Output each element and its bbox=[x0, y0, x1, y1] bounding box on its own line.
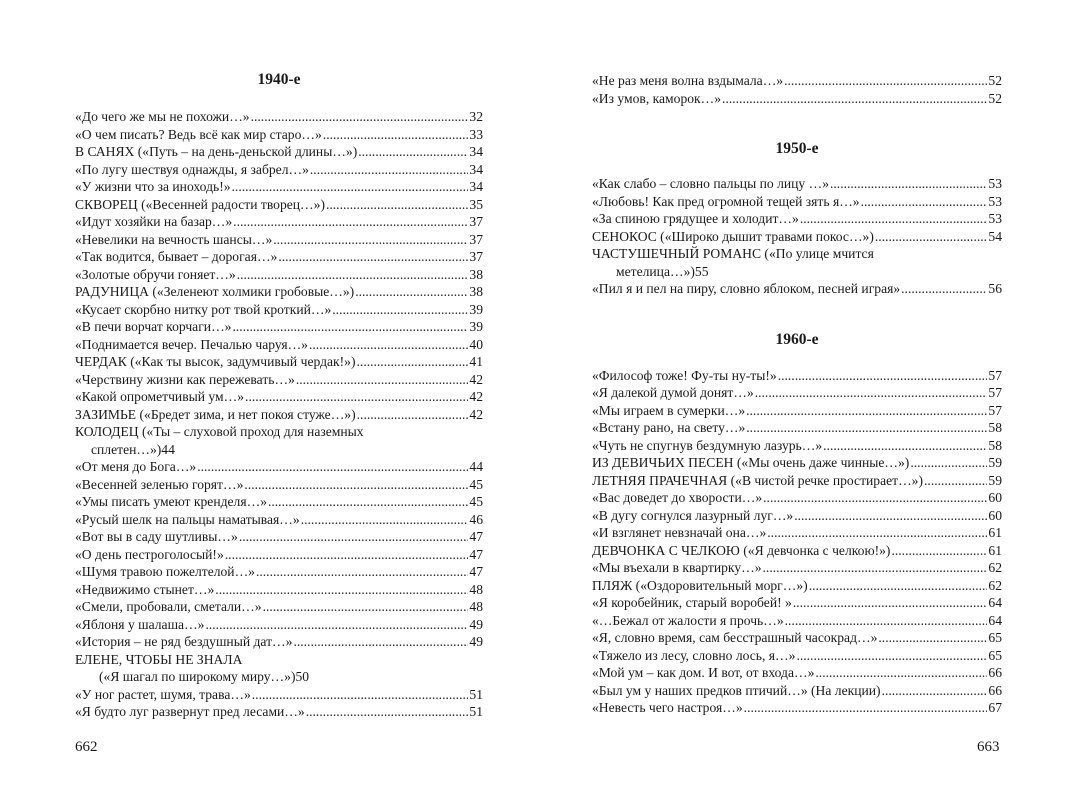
toc-entry bbox=[75, 213, 483, 231]
dot-leader bbox=[358, 143, 468, 161]
toc-entry-page: 33 bbox=[469, 126, 483, 142]
toc-entry-title: В САНЯХ («Путь – на день-деньской длины…») bbox=[75, 144, 358, 159]
toc-entry-page: 59 bbox=[988, 472, 1002, 488]
dot-leader bbox=[861, 193, 988, 211]
toc-entry-page: 64 bbox=[988, 595, 1002, 610]
toc-entry-title: «По лугу шествуя однажды, я забрел…» bbox=[75, 161, 309, 177]
toc-entry bbox=[75, 196, 483, 214]
toc-entry bbox=[592, 629, 1002, 647]
toc-entry-title: «Шумя травою пожелтелой…» bbox=[75, 564, 255, 579]
toc-entry-page: 66 bbox=[988, 682, 1002, 698]
toc-entry-title: «Мой ум – как дом. И вот, от входа…» bbox=[592, 665, 815, 680]
dot-leader bbox=[306, 703, 469, 721]
toc-list-1950s-b bbox=[592, 280, 1002, 298]
toc-entry bbox=[592, 72, 1002, 90]
dot-leader bbox=[293, 633, 468, 651]
dot-leader bbox=[800, 210, 988, 228]
toc-entry-title: «Русый шелк на пальцы наматывая…» bbox=[75, 511, 300, 527]
toc-entry bbox=[592, 402, 1002, 420]
dot-leader bbox=[310, 161, 469, 179]
toc-entry-page: 61 bbox=[988, 542, 1002, 558]
toc-entry-title: ДЕВЧОНКА С ЧЕЛКОЮ («Я девчонка с челкою!») bbox=[592, 542, 891, 558]
toc-entry-title: «Весенней зеленью горят…» bbox=[75, 476, 244, 492]
toc-entry bbox=[75, 283, 483, 301]
toc-entry-title: «Так водится, бывает – дорогая…» bbox=[75, 249, 278, 264]
toc-entry-kolodets bbox=[75, 423, 483, 458]
toc-entry-page: 52 bbox=[988, 73, 1002, 88]
toc-list-1960s bbox=[592, 367, 1002, 717]
toc-entry-title: сплетен…») bbox=[91, 441, 162, 457]
dot-leader bbox=[237, 266, 469, 284]
dot-leader bbox=[232, 318, 468, 336]
dot-leader bbox=[809, 577, 988, 595]
toc-entry bbox=[75, 388, 483, 406]
toc-entry-page: 47 bbox=[469, 546, 483, 562]
toc-entry bbox=[592, 175, 1002, 193]
toc-entry bbox=[75, 178, 483, 196]
toc-entry-page: 48 bbox=[469, 581, 483, 597]
toc-entry-title: РАДУНИЦА («Зеленеют холмики гробовые…») bbox=[75, 284, 355, 299]
toc-entry-page: 59 bbox=[988, 455, 1002, 470]
toc-entry-page: 62 bbox=[988, 560, 1002, 575]
toc-list-1940s-continued bbox=[592, 72, 1002, 107]
dot-leader bbox=[794, 507, 987, 525]
toc-entry-page: 34 bbox=[469, 144, 483, 159]
dot-leader bbox=[268, 493, 468, 511]
page-number-left: 662 bbox=[75, 739, 98, 755]
dot-leader bbox=[767, 524, 987, 542]
toc-entry-title: «У ног растет, шумя, трава…» bbox=[75, 686, 251, 702]
toc-entry bbox=[592, 682, 1002, 700]
dot-leader bbox=[225, 546, 469, 564]
toc-entry bbox=[75, 598, 483, 616]
toc-entry-title: «Не раз меня волна вздымала…» bbox=[592, 73, 784, 88]
toc-entry-page: 61 bbox=[988, 525, 1002, 540]
toc-entry-title: «Невелики на вечность шансы…» bbox=[75, 231, 273, 247]
toc-entry-title: «Я будто луг развернут пред лесами…» bbox=[75, 704, 305, 719]
toc-entry-line bbox=[75, 441, 483, 459]
dot-leader bbox=[197, 458, 468, 476]
toc-entry bbox=[75, 703, 483, 721]
toc-entry-page: 32 bbox=[469, 109, 483, 124]
dot-leader bbox=[309, 336, 468, 354]
dot-leader bbox=[332, 301, 468, 319]
dot-leader bbox=[796, 647, 987, 665]
toc-entry bbox=[75, 353, 483, 371]
dot-leader bbox=[755, 384, 988, 402]
toc-entry bbox=[592, 454, 1002, 472]
toc-entry bbox=[592, 559, 1002, 577]
dot-leader bbox=[355, 283, 468, 301]
toc-entry bbox=[592, 228, 1002, 246]
dot-leader bbox=[882, 682, 988, 700]
toc-entry bbox=[75, 511, 483, 529]
dot-leader bbox=[763, 489, 987, 507]
toc-entry-line bbox=[75, 668, 483, 686]
toc-entry-page: 44 bbox=[469, 459, 483, 474]
toc-list-1950s-a bbox=[592, 175, 1002, 245]
dot-leader bbox=[746, 419, 987, 437]
toc-entry bbox=[75, 563, 483, 581]
toc-entry-page: 51 bbox=[469, 686, 483, 702]
toc-entry-title: СКВОРЕЦ («Весенней радости творец…») bbox=[75, 196, 325, 212]
toc-entry-page: 50 bbox=[295, 669, 310, 684]
toc-entry-page: 41 bbox=[469, 354, 483, 369]
toc-entry-page: 37 bbox=[469, 214, 483, 229]
toc-entry-title: «История – не ряд бездушный дат…» bbox=[75, 634, 293, 649]
toc-entry-page: 39 bbox=[469, 301, 483, 317]
toc-entry-title: «Золотые обручи гоняет…» bbox=[75, 266, 236, 282]
toc-entry bbox=[75, 546, 483, 564]
toc-entry bbox=[592, 524, 1002, 542]
toc-entry-title: «За спиною грядущее и холодит…» bbox=[592, 211, 799, 226]
toc-entry-page: 42 bbox=[469, 389, 483, 404]
toc-entry-page: 55 bbox=[694, 263, 709, 279]
toc-entry-title: «Вас доведет до хворости…» bbox=[592, 490, 763, 505]
toc-entry-title: «У жизни что за иноходь!» bbox=[75, 179, 231, 194]
toc-entry-page: 38 bbox=[469, 284, 483, 299]
toc-entry bbox=[592, 384, 1002, 402]
toc-entry bbox=[592, 210, 1002, 228]
toc-entry-page: 51 bbox=[469, 704, 483, 719]
toc-list-1940s-c bbox=[75, 686, 483, 721]
toc-entry-title: ИЗ ДЕВИЧЬИХ ПЕСЕН («Мы очень даже чинные…») bbox=[592, 455, 910, 470]
toc-entry bbox=[592, 419, 1002, 437]
toc-entry-title: «Мы играем в сумерки…» bbox=[592, 402, 746, 418]
section-title-1960s: 1960-е bbox=[775, 330, 819, 348]
section-title-1940s: 1940-е bbox=[257, 71, 301, 88]
toc-entry-page: 48 bbox=[469, 599, 483, 614]
toc-entry-page: 44 bbox=[161, 441, 175, 457]
toc-entry-page: 42 bbox=[469, 406, 483, 422]
toc-entry-line: ЕЛЕНЕ, ЧТОБЫ НЕ ЗНАЛА bbox=[75, 651, 243, 667]
toc-entry bbox=[592, 367, 1002, 385]
dot-leader bbox=[924, 472, 987, 490]
toc-entry-elene bbox=[75, 651, 483, 686]
toc-entry bbox=[592, 472, 1002, 490]
toc-entry-page: 37 bbox=[469, 231, 483, 247]
dot-leader bbox=[278, 248, 468, 266]
toc-entry-title: ЗАЗИМЬЕ («Бредет зима, и нет покоя стуже…») bbox=[75, 406, 356, 422]
toc-entry bbox=[592, 489, 1002, 507]
toc-entry bbox=[75, 108, 483, 126]
toc-entry-page: 34 bbox=[469, 161, 483, 177]
dot-leader bbox=[815, 664, 987, 682]
dot-leader bbox=[746, 402, 987, 420]
dot-leader bbox=[263, 598, 469, 616]
dot-leader bbox=[233, 213, 468, 231]
toc-entry bbox=[75, 126, 483, 144]
toc-entry-title: «…Бежал от жалости я прочь…» bbox=[592, 612, 784, 628]
toc-entry-page: 37 bbox=[469, 249, 483, 264]
toc-entry-page: 57 bbox=[988, 385, 1002, 400]
toc-entry bbox=[592, 542, 1002, 560]
left-page bbox=[75, 0, 483, 721]
toc-entry-title: «Пил я и пел на пиру, словно яблоком, песней играя» bbox=[592, 281, 901, 296]
dot-leader bbox=[793, 594, 988, 612]
toc-entry-title: «Вот вы в саду шутливы…» bbox=[75, 529, 238, 544]
dot-leader bbox=[763, 559, 988, 577]
toc-entry-page: 64 bbox=[988, 612, 1002, 628]
dot-leader bbox=[785, 612, 988, 630]
dot-leader bbox=[252, 686, 469, 704]
page-number-right: 663 bbox=[977, 739, 1000, 755]
toc-entry-page: 53 bbox=[988, 211, 1002, 226]
dot-leader bbox=[878, 629, 987, 647]
toc-entry-page: 42 bbox=[469, 371, 483, 387]
toc-entry-page: 60 bbox=[988, 507, 1002, 523]
toc-entry bbox=[75, 476, 483, 494]
dot-leader bbox=[256, 563, 468, 581]
toc-entry-title: «Какой опрометчивый ум…» bbox=[75, 389, 245, 404]
dot-leader bbox=[323, 126, 469, 144]
dot-leader bbox=[891, 542, 987, 560]
dot-leader bbox=[910, 454, 987, 472]
toc-entry bbox=[75, 458, 483, 476]
toc-entry-line bbox=[592, 263, 1002, 281]
toc-entry-page: 52 bbox=[988, 90, 1002, 106]
toc-entry-title: «Недвижимо стынет…» bbox=[75, 581, 215, 597]
toc-entry bbox=[592, 437, 1002, 455]
toc-entry bbox=[592, 507, 1002, 525]
toc-entry-page: 60 bbox=[988, 490, 1002, 505]
dot-leader bbox=[326, 196, 468, 214]
toc-entry-page: 58 bbox=[988, 437, 1002, 453]
toc-entry-page: 56 bbox=[988, 281, 1002, 296]
toc-entry-title: ПЛЯЖ («Оздоровительный морг…») bbox=[592, 577, 808, 593]
toc-entry bbox=[75, 581, 483, 599]
toc-entry-page: 45 bbox=[469, 494, 483, 509]
right-page bbox=[592, 0, 1002, 717]
toc-entry-title: «Идут хозяйки на базар…» bbox=[75, 214, 233, 229]
dot-leader bbox=[244, 476, 468, 494]
toc-entry-title: «Был ум у наших предков птичий…» (На лекции) bbox=[592, 682, 881, 698]
toc-entry bbox=[75, 161, 483, 179]
dot-leader bbox=[251, 108, 469, 126]
toc-list-1940s-a bbox=[75, 108, 483, 423]
toc-entry bbox=[75, 371, 483, 389]
dot-leader bbox=[901, 280, 987, 298]
toc-entry-title: «Яблоня у шалаша…» bbox=[75, 616, 205, 632]
toc-entry bbox=[592, 647, 1002, 665]
toc-entry-page: 47 bbox=[469, 529, 483, 544]
toc-entry bbox=[75, 266, 483, 284]
toc-entry-title: «Черствину жизни как пережевать…» bbox=[75, 371, 295, 387]
toc-entry-title: («Я шагал по широкому миру…») bbox=[99, 669, 296, 684]
dot-leader bbox=[245, 388, 468, 406]
toc-entry-page: 53 bbox=[988, 193, 1002, 209]
dot-leader bbox=[232, 178, 469, 196]
toc-entry-page: 67 bbox=[988, 700, 1002, 715]
toc-entry-title: «В печи ворчат корчаги…» bbox=[75, 319, 232, 334]
toc-entry-title: «Кусает скорбно нитку рот твой кроткий…» bbox=[75, 301, 332, 317]
dot-leader bbox=[357, 353, 469, 371]
toc-entry-page: 57 bbox=[988, 367, 1002, 383]
toc-entry-title: «Из умов, каморок…» bbox=[592, 90, 722, 106]
toc-entry-title: СЕНОКОС («Широко дышит травами покос…») bbox=[592, 228, 874, 244]
toc-entry-title: ЧЕРДАК («Как ты высок, задумчивый чердак!») bbox=[75, 354, 356, 369]
dot-leader bbox=[830, 175, 987, 193]
toc-entry bbox=[592, 280, 1002, 298]
dot-leader bbox=[301, 511, 469, 529]
toc-entry-page: 46 bbox=[469, 511, 483, 527]
toc-entry bbox=[75, 301, 483, 319]
toc-entry bbox=[75, 616, 483, 634]
toc-entry bbox=[75, 493, 483, 511]
toc-entry-page: 62 bbox=[988, 577, 1002, 593]
toc-entry bbox=[592, 612, 1002, 630]
toc-entry bbox=[75, 231, 483, 249]
toc-entry-page: 66 bbox=[988, 665, 1002, 680]
toc-entry-title: «Философ тоже! Фу-ты ну-ты!» bbox=[592, 367, 777, 383]
toc-entry-page: 54 bbox=[988, 228, 1002, 244]
dot-leader bbox=[215, 581, 468, 599]
toc-entry-title: «Невесть чего настроя…» bbox=[592, 700, 743, 715]
toc-entry-title: «В дугу согнулся лазурный луг…» bbox=[592, 507, 794, 523]
toc-entry-title: «От меня до Бога…» bbox=[75, 459, 197, 474]
toc-entry-title: «Я коробейник, старый воробей! » bbox=[592, 595, 792, 610]
toc-entry-title: ЛЕТНЯЯ ПРАЧЕЧНАЯ («В чистой речке простирает…») bbox=[592, 472, 924, 488]
dot-leader bbox=[823, 437, 987, 455]
dot-leader bbox=[357, 406, 469, 424]
toc-entry-page: 39 bbox=[469, 319, 483, 334]
toc-entry-page: 45 bbox=[469, 476, 483, 492]
toc-entry-page: 65 bbox=[988, 647, 1002, 663]
toc-entry bbox=[592, 193, 1002, 211]
dot-leader bbox=[273, 231, 468, 249]
toc-entry-line: ЧАСТУШЕЧНЫЙ РОМАНС («По улице мчится bbox=[592, 246, 874, 261]
toc-entry-page: 47 bbox=[469, 564, 483, 579]
dot-leader bbox=[239, 528, 469, 546]
dot-leader bbox=[722, 90, 987, 108]
toc-entry-title: метелица…») bbox=[616, 263, 695, 279]
dot-leader bbox=[296, 371, 469, 389]
toc-entry-page: 53 bbox=[988, 176, 1002, 191]
toc-entry bbox=[592, 90, 1002, 108]
toc-entry-page: 35 bbox=[469, 196, 483, 212]
toc-entry-page: 65 bbox=[988, 630, 1002, 645]
toc-entry bbox=[75, 318, 483, 336]
toc-entry-page: 58 bbox=[988, 420, 1002, 435]
toc-entry-title: «Смели, пробовали, сметали…» bbox=[75, 599, 262, 614]
toc-entry bbox=[75, 528, 483, 546]
dot-leader bbox=[778, 367, 988, 385]
toc-entry-page: 57 bbox=[988, 402, 1002, 418]
toc-entry-page: 38 bbox=[469, 266, 483, 282]
toc-list-1940s-b bbox=[75, 458, 483, 651]
toc-entry-page: 49 bbox=[469, 616, 483, 632]
dot-leader bbox=[205, 616, 468, 634]
toc-entry-title: «Чуть не спугнув бездумную лазурь…» bbox=[592, 437, 823, 453]
toc-entry-title: «Я, словно время, сам бесстрашный часокрад…» bbox=[592, 630, 878, 645]
toc-entry bbox=[75, 686, 483, 704]
toc-entry bbox=[75, 633, 483, 651]
toc-entry-title: «И взглянет невзначай она…» bbox=[592, 525, 767, 540]
toc-entry-title: «Мы въехали в квартирку…» bbox=[592, 560, 762, 575]
toc-entry-page: 34 bbox=[469, 179, 483, 194]
toc-entry bbox=[592, 594, 1002, 612]
toc-entry bbox=[592, 664, 1002, 682]
toc-entry bbox=[592, 577, 1002, 595]
toc-entry bbox=[75, 248, 483, 266]
toc-entry bbox=[75, 336, 483, 354]
toc-entry bbox=[75, 143, 483, 161]
toc-entry-title: «Встану рано, на свету…» bbox=[592, 420, 746, 435]
toc-entry bbox=[75, 406, 483, 424]
toc-entry-title: «О день пестроголосый!» bbox=[75, 546, 224, 562]
toc-entry-line: КОЛОДЕЦ («Ты – слуховой проход для наземных bbox=[75, 424, 364, 439]
toc-entry bbox=[592, 699, 1002, 717]
toc-entry-page: 49 bbox=[469, 634, 483, 649]
toc-entry-title: «Умы писать умеют кренделя…» bbox=[75, 494, 267, 509]
toc-entry-title: «Поднимается вечер. Печалью чаруя…» bbox=[75, 336, 308, 352]
toc-entry-title: «Любовь! Как пред огромной тещей зять я…» bbox=[592, 193, 860, 209]
toc-entry-page: 40 bbox=[469, 336, 483, 352]
toc-entry-title: «Я далекой думой донят…» bbox=[592, 385, 754, 400]
section-title-1950s: 1950-е bbox=[775, 140, 819, 157]
toc-entry-chastushechny bbox=[592, 245, 1002, 280]
toc-entry-title: «Тяжело из лесу, словно лось, я…» bbox=[592, 647, 796, 663]
toc-entry-title: «О чем писать? Ведь всё как мир старо…» bbox=[75, 126, 322, 142]
dot-leader bbox=[744, 699, 988, 717]
toc-entry-title: «Как слабо – словно пальцы по лицу …» bbox=[592, 176, 829, 191]
toc-entry-title: «До чего же мы не похожи…» bbox=[75, 109, 250, 124]
dot-leader bbox=[875, 228, 988, 246]
dot-leader bbox=[784, 72, 987, 90]
